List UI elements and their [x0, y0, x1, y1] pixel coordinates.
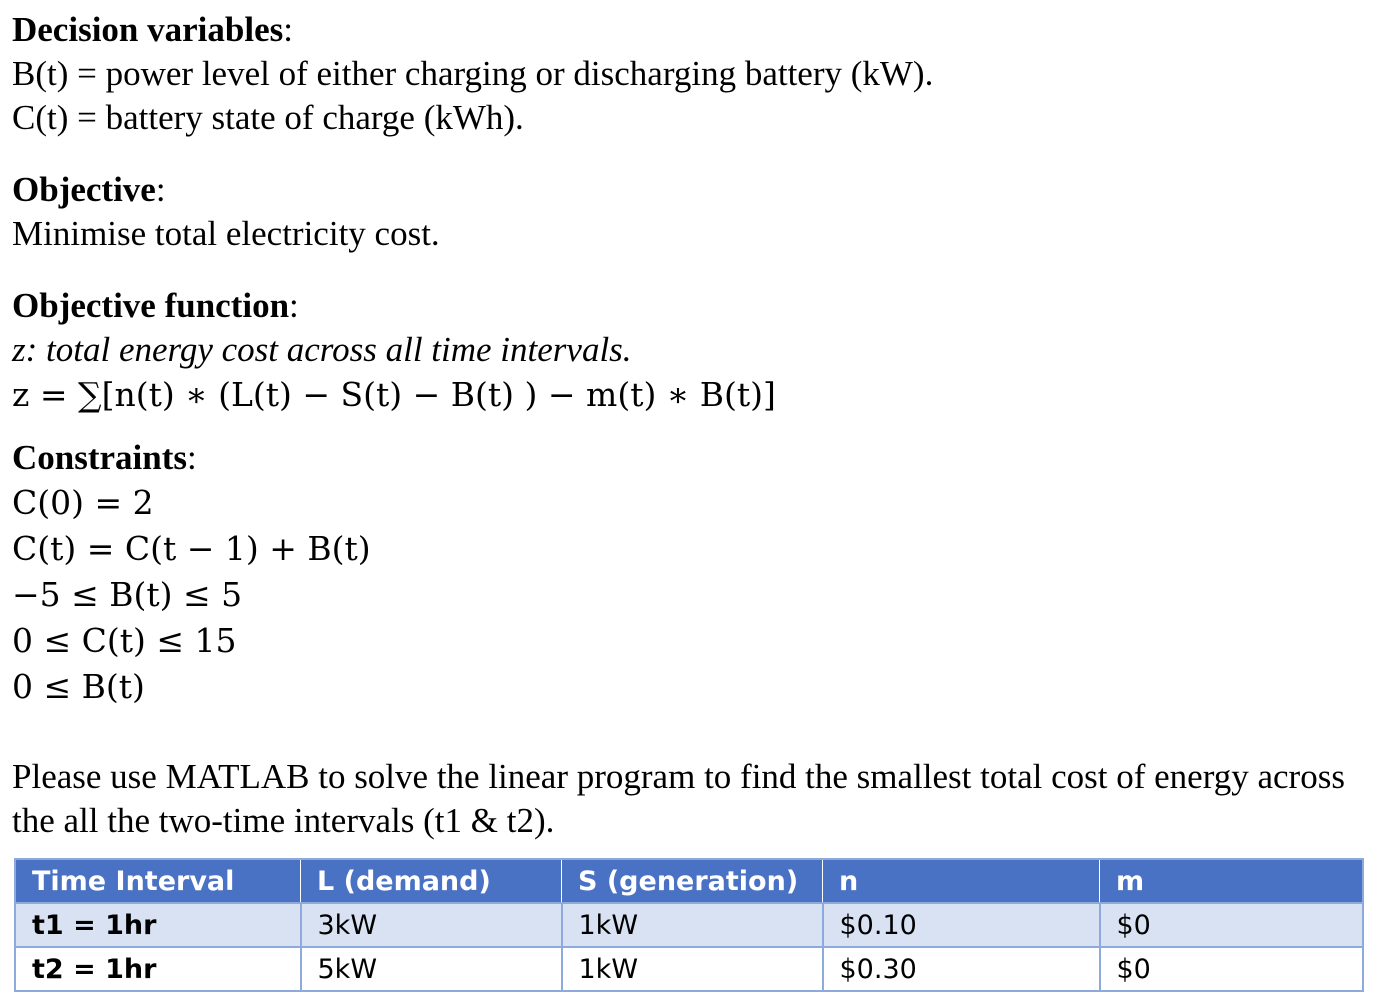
objective-function-heading: Objective function: — [12, 286, 299, 325]
objective-text: Minimise total electricity cost. — [12, 214, 440, 253]
objective-function-description: z: total energy cost across all time intervals. — [12, 330, 632, 369]
constraint-item: C(0) = 2 — [12, 483, 154, 522]
constraint-item: C(t) = C(t − 1) + B(t) — [12, 529, 371, 568]
table-cell: 3kW — [301, 903, 562, 947]
table-cell: $0 — [1100, 947, 1364, 991]
b-definition: B(t) = power level of either charging or discharging battery (kW). — [12, 54, 934, 93]
table-cell: 5kW — [301, 947, 562, 991]
objective-formula: z = ∑[n(t) ∗ (L(t) − S(t) − B(t) ) − m(t) ∗ B(t)] — [12, 375, 776, 414]
instruction-paragraph: Please use MATLAB to solve the linear program to find the smallest total cost of energy across the all the two-time intervals (t1 & t2). — [12, 757, 1345, 840]
table-header-cell: S (generation) — [562, 859, 823, 903]
table-cell: $0 — [1100, 903, 1364, 947]
data-table — [14, 858, 1364, 992]
objective-heading: Objective: — [12, 170, 166, 209]
table-header-cell: m — [1100, 859, 1364, 903]
table-cell: t1 = 1hr — [15, 903, 301, 947]
c-definition: C(t) = battery state of charge (kWh). — [12, 98, 524, 137]
table-row — [15, 947, 1363, 991]
constraints-heading: Constraints: — [12, 438, 197, 477]
table-row — [15, 903, 1363, 947]
table-header-cell: n — [823, 859, 1100, 903]
table-header-row — [15, 859, 1363, 903]
document-body — [12, 8, 1372, 843]
table-cell: $0.10 — [823, 903, 1100, 947]
table-header-cell: Time Interval — [15, 859, 301, 903]
constraint-item: 0 ≤ B(t) — [12, 667, 145, 706]
constraint-item: −5 ≤ B(t) ≤ 5 — [12, 575, 243, 614]
table-cell: 1kW — [562, 903, 823, 947]
table-cell: t2 = 1hr — [15, 947, 301, 991]
constraint-item: 0 ≤ C(t) ≤ 15 — [12, 621, 237, 660]
table-cell: $0.30 — [823, 947, 1100, 991]
table-header-cell: L (demand) — [301, 859, 562, 903]
decision-variables-heading: Decision variables: — [12, 10, 293, 49]
table-cell: 1kW — [562, 947, 823, 991]
